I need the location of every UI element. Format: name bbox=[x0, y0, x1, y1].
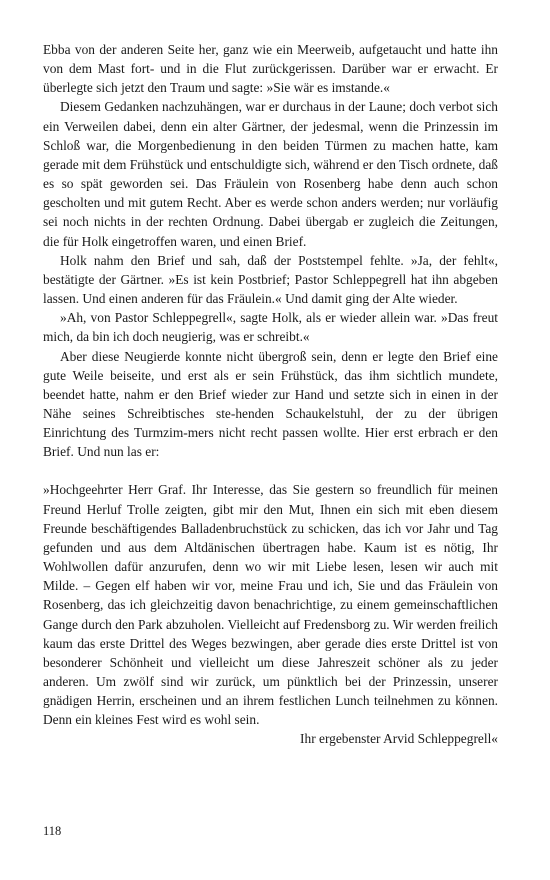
paragraph-holk-remark: »Ah, von Pastor Schleppegrell«, sagte Holk, als er wieder allein war. »Das freut mich, da bin ich doch neugierig, was er schreibt.« bbox=[43, 310, 498, 345]
paragraph-letter-received: Holk nahm den Brief und sah, daß der Poststempel fehlte. »Ja, der fehlt«, bestätigte der Gärtner. »Es ist kein Postbrief; Pastor Schleppegrell hat ihn abgeben lassen. Und einen anderen für das Fräulein.« Und damit ging der Alte wieder. bbox=[43, 252, 498, 307]
letter-signature: Ihr ergebenster Arvid Schleppegrell« bbox=[300, 731, 498, 747]
paragraph-opens-letter: Aber diese Neugierde konnte nicht übergroß sein, denn er legte den Brief eine gute Weile beiseite, und erst als er sein Frühstück, das ihm sichtlich mundete, beendet hatte, nahm er den Brief wieder zur Hand und setzte sich in einen in der Nähe seines Schreibtisches ste-henden Schaukelstuhl, der zu der übrigen Einrichtung des Turmzim-mers nicht recht passen wollte. Hier erst erbrach er den Brief. Und nun las er: bbox=[43, 348, 498, 460]
page-number: 118 bbox=[43, 824, 62, 838]
paragraph-continuation: Ebba von der anderen Seite her, ganz wie ein Meerweib, aufgetaucht und hatte ihn von dem Mast fort- und in die Flut zurückgerissen. Darüber war er erwacht. Er überlegte sich jetzt den Traum und sagte: »Sie wär es imstande.« bbox=[43, 42, 498, 96]
paragraph-gardener: Diesem Gedanken nachzuhängen, war er durchaus in der Laune; doch verbot sich ein Verweilen dabei, denn ein alter Gärtner, der jedesmal, wenn die Prinzessin im Schloß war, die Morgenbedienung in den beiden Türmen zu machen hatte, kam gerade mit dem Frühstück und entschuldigte sich, während er den Tisch ordnete, daß es so spät geworden sei. Das Fräulein von Rosenberg habe denn auch schon gescholten und mit gutem Recht. Aber es werde schon anders werden; nur vorläufig sei noch nichts in der rechten Ordnung. Dabei übergab er zugleich die Zeitungen, die für Holk eingetroffen waren, und einen Brief. bbox=[43, 99, 498, 249]
letter-body: »Hochgeehrter Herr Graf. Ihr Interesse, das Sie gestern so freundlich für meinen Freund Herluf Trolle zeigten, gibt mir den Mut, Ihnen ein sich mit eben diesem Freunde beschäftigendes Balladenbruchstück zu schicken, das ich vor Jahr und Tag gefunden und aus dem Altdänischen übertragen habe. Kaum ist es nötig, Ihr Wohlwollen dafür anzurufen, denn wo wir mit Liebe lesen, lesen wir auch mit Milde. – Gegen elf haben wir vor, meine Frau und ich, Sie und das Fräulein von Rosenberg, das ich gleichzeitig davon benachrichtige, zu einem gemeinschaftlichen Gange durch den Park abzuholen. Vielleicht auf Fredensborg zu. Wir werden freilich kaum das erste Drittel des Weges bezwingen, aber gerade dies erste Drittel ist von besonderer Schönheit und vielleicht um diese Jahreszeit schöner als zu jeder anderen. Um zwölf sind wir zurück, um pünktlich bei der Prinzessin, unserer gnädigen Herrin, erscheinen und an ihrem festlichen Lunch teilnehmen zu können. Denn ein kleines Fest wird es wohl sein. bbox=[43, 482, 498, 728]
section-gap bbox=[43, 461, 498, 480]
